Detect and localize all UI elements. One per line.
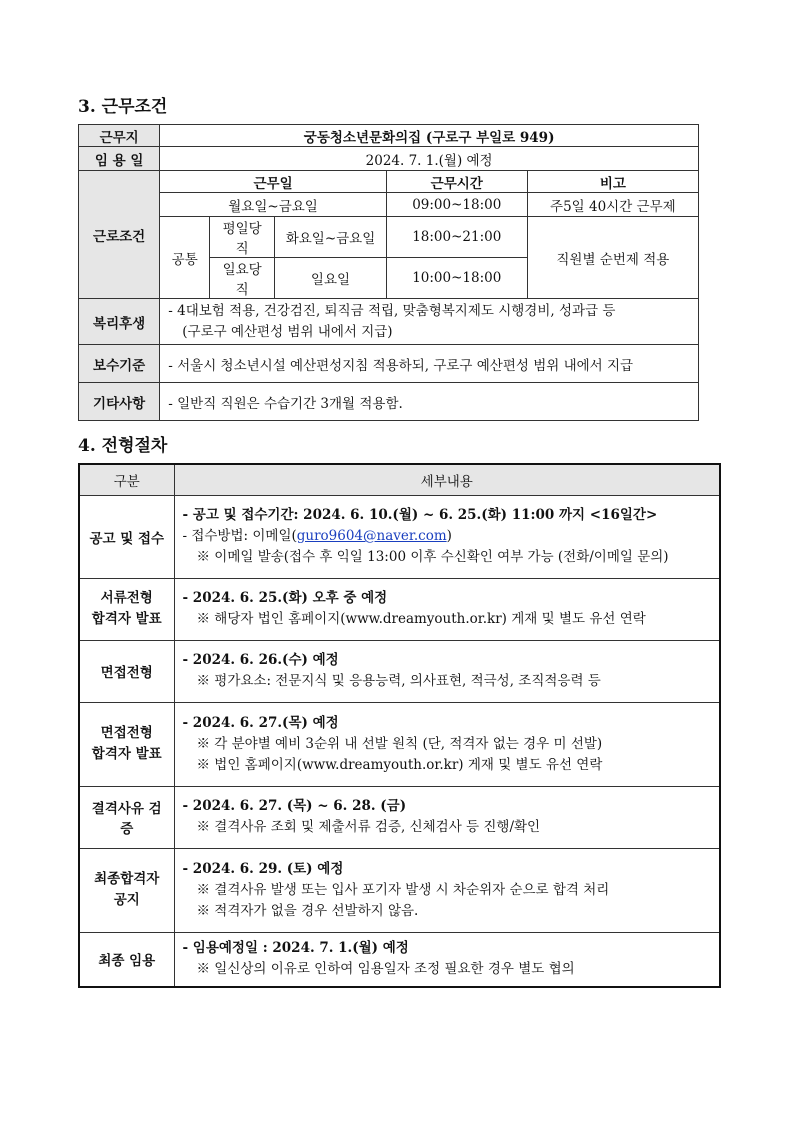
final-notice-note-1: ※ 결격사유 발생 또는 입사 포기자 발생 시 차순위자 순으로 합격 처리: [196, 881, 610, 898]
weekday-duty-time: 18:00~21:00: [386, 217, 527, 258]
disqualification-details: [174, 786, 720, 848]
interview-result-note-2: ※ 법인 홈페이지(www.dreamyouth.or.kr) 게재 및 별도 유선 연락: [196, 756, 603, 773]
welfare-label: 복리후생: [79, 299, 160, 345]
etc-label: 기타사항: [79, 383, 160, 421]
sunday-duty-day: 일요일: [275, 258, 387, 299]
work-conditions-label: 근로조건: [79, 171, 160, 299]
document-result-date: - 2024. 6. 25.(화) 오후 중 예정: [182, 590, 388, 606]
start-date-label: 임 용 일: [79, 147, 160, 171]
col-category: 구분: [79, 464, 174, 495]
interview-label: 면접전형: [79, 640, 174, 702]
method-prefix: - 접수방법: 이메일(: [182, 528, 297, 544]
final-notice-label-1: 최종합격자: [94, 871, 160, 887]
interview-result-note-1: ※ 각 분야별 예비 3순위 내 선발 원칙 (단, 적격자 없는 경우 미 선발): [196, 735, 603, 752]
interview-date: - 2024. 6. 26.(수) 예정: [182, 652, 339, 668]
weekday-duty-label: 평일당직: [210, 217, 275, 258]
final-appointment-label: 최종 임용: [79, 932, 174, 987]
section-4-heading: 4. 전형절차: [78, 436, 168, 456]
regular-note: 주5일 40시간 근무제: [527, 193, 698, 217]
header-workday: 근무일: [160, 171, 387, 193]
disqualification-note: ※ 결격사유 조회 및 제출서류 검증, 신체검사 등 진행/확인: [196, 819, 541, 835]
announce-method: [183, 526, 712, 547]
announce-details: [174, 495, 720, 578]
sunday-duty-time: 10:00~18:00: [386, 258, 527, 299]
regular-workday: 월요일~금요일: [160, 193, 387, 217]
final-notice-details: [174, 848, 720, 932]
welfare-line-1: - 4대보험 적용, 건강검진, 퇴직금 적립, 맞춤형복지제도 시행경비, 성과급 등: [168, 302, 616, 319]
workplace-value: 궁동청소년문화의집 (구로구 부일로 949): [160, 125, 699, 147]
document-result-details: [174, 578, 720, 640]
col-details: 세부내용: [174, 464, 720, 495]
final-appointment-date: - 임용예정일 : 2024. 7. 1.(월) 예정: [182, 940, 409, 957]
workplace-label: 근무지: [79, 125, 160, 147]
pay-value: - 서울시 청소년시설 예산편성지침 적용하되, 구로구 예산편성 범위 내에서 지급: [160, 345, 699, 383]
document-result-note: ※ 해당자 법인 홈페이지(www.dreamyouth.or.kr) 게재 및 별도 유선 연락: [196, 611, 646, 627]
welfare-line-2: (구로구 예산편성 범위 내에서 지급): [182, 323, 393, 340]
header-note: 비고: [527, 171, 698, 193]
final-appointment-details: [174, 932, 720, 987]
method-suffix: ): [446, 528, 452, 544]
interview-result-details: [174, 702, 720, 786]
weekday-duty-days: 화요일~금요일: [275, 217, 387, 258]
final-appointment-note: ※ 일신상의 이유로 인하여 임용일자 조정 필요한 경우 별도 협의: [196, 961, 575, 978]
announce-note: ※ 이메일 발송(접수 후 익일 13:00 이후 수신확인 여부 가능 (전화/이메일 문의): [196, 549, 669, 565]
document-result-label-2: 합격자 발표: [91, 611, 162, 627]
interview-result-date: - 2024. 6. 27.(목) 예정: [182, 714, 339, 731]
selection-procedure-table: [78, 463, 721, 988]
interview-result-label: [79, 702, 174, 786]
regular-worktime: 09:00~18:00: [386, 193, 527, 217]
email-link[interactable]: guro9604@naver.com: [296, 528, 447, 544]
start-date-value: 2024. 7. 1.(월) 예정: [160, 147, 699, 171]
duty-note: 직원별 순번제 적용: [527, 217, 698, 299]
interview-result-label-2: 합격자 발표: [91, 746, 162, 762]
interview-note: ※ 평가요소: 전문지식 및 응용능력, 의사표현, 적극성, 조직적응력 등: [196, 673, 601, 689]
disqualification-date: - 2024. 6. 27. (목) ~ 6. 28. (금): [182, 798, 407, 814]
final-notice-label: [79, 848, 174, 932]
etc-value: - 일반직 직원은 수습기간 3개월 적용함.: [160, 383, 699, 421]
disqualification-label: 결격사유 검증: [79, 786, 174, 848]
header-worktime: 근무시간: [386, 171, 527, 193]
section-3-heading: 3. 근무조건: [78, 97, 168, 117]
announce-period: - 공고 및 접수기간: 2024. 6. 10.(월) ~ 6. 25.(화) 11:00 까지 <16일간>: [182, 507, 658, 523]
interview-result-label-1: 면접전형: [100, 725, 153, 741]
sunday-duty-label: 일요당직: [210, 258, 275, 299]
final-notice-note-2: ※ 적격자가 없을 경우 선발하지 않음.: [196, 902, 419, 919]
common-label: 공통: [160, 217, 210, 299]
interview-details: [174, 640, 720, 702]
document-result-label: [79, 578, 174, 640]
document-result-label-1: 서류전형: [100, 590, 153, 606]
final-notice-label-2: 공지: [113, 892, 140, 908]
welfare-value: [160, 299, 699, 345]
final-notice-date: - 2024. 6. 29. (토) 예정: [182, 860, 344, 877]
work-conditions-table: [78, 124, 699, 421]
announce-label: 공고 및 접수: [79, 495, 174, 578]
pay-label: 보수기준: [79, 345, 160, 383]
